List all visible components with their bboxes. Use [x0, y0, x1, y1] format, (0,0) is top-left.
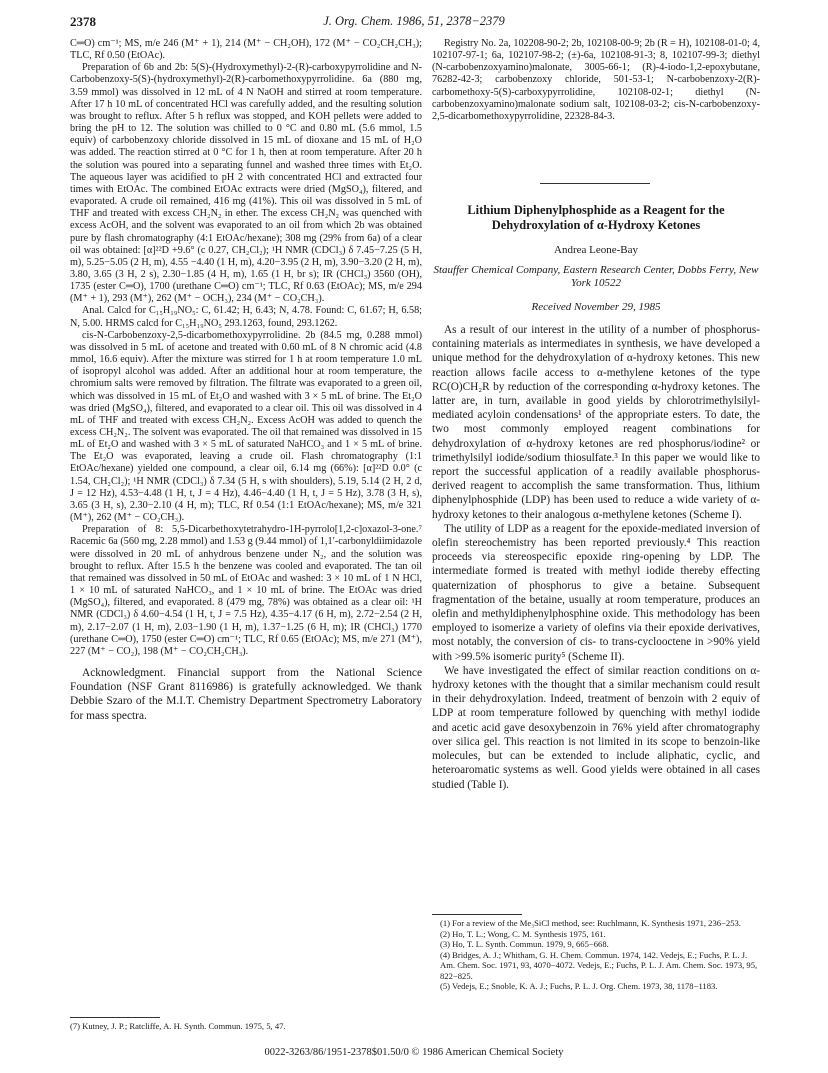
journal-citation: J. Org. Chem. 1986, 51, 2378−2379: [323, 14, 505, 28]
footnote-divider: [70, 1017, 160, 1018]
footnotes: [432, 918, 760, 992]
footnote-5: (5) Vedejs, E.; Snoble, K. A. J.; Fuchs, P. L. J. Org. Chem. 1973, 38, 1178−1183.: [440, 981, 718, 991]
article-divider: [540, 183, 650, 184]
experimental-paragraph: Preparation of 6b and 2b: 5(S)-(Hydroxymethyl)-2-(R)-carboxypyrrolidine and N-Carbobenzoxy-5(S)-(hydroxymethyl)-2(R)-carbomethoxypyrrolidine. 6a (880 mg, 3.59 mmol) was dissolved in 12 mL of 4 N NaOH and stirred at room temperature. After 17 h 10 mL of concentrated HCl was carefully added, and the resulting solution was brought to reflux. After 5 h reflux was stopped, and KOH pellets were added to bring the pH to 12. The solution was chilled to 0 °C and 0.80 mL (5.6 mmol, 1.5 equiv) of carbobenzoxy chloride dissolved in 15 mL of dioxane and 15 mL of H₂O was added. The reaction stirred at 0 °C for 1 h, then at room temperature. After 20 h the solution was poured into a separating funnel and washed three times with Et₂O. The aqueous layer was acidified to pH 2 with concentrated HCl and extracted four times with EtOAc. The combined EtOAc extracts were dried (MgSO₄), filtered, and evaporated. A crude oil remained, 416 mg (41%). This oil was dissolved in 5 mL of THF and treated with excess CH₂N₂ in ether. The excess CH₂N₂ was quenched with excess AcOH, and the solvent was evaporated to an oil from which 2b was obtained pure by flash chromatography (4:1 EtOAc/hexane); 308 mg (29% from 6a) of a clear oil was obtained: [α]²²D +9.6° (c 0.27, CH₂Cl₂); ¹H NMR (CDCl₃) δ 7.45−7.25 (5 H, m), 5.25−5.05 (2 H, m), 4.55 −4.40 (1 H, m), 4.20−3.95 (2 H, m), 3.90−3.20 (2 H, m), 3.80, 3.65 (3 H, 2 s), 2.30−1.85 (4 H, m), 1.65 (1 H, br s); IR (CHCl₃) 3560 (OH), 1735 (ester C═O), 1700 (urethane C═O) cm⁻¹; TLC, Rf 0.63 (EtOAc); MS, m/e 294 (M⁺ + 1), 293 (M⁺), 262 (M⁺ − OCH₃), 234 (M⁺ − CO₂CH₃).: [70, 62, 422, 305]
body-paragraph: The utility of LDP as a reagent for the epoxide-mediated inversion of olefin stereochemistry has been reported previously.⁴ This reaction proceeds via stereospecific epoxide ring-opening by LDP. The intermediate formed is treated with methyl iodide thereby effecting quaternization of phosphorus to give a betaine. Subsequent fragmentation of the betaine, usually at room temperature, produces an olefin and methyldiphenylphosphine oxide. This methodology has been employed to isomerize a variety of olefins via their epoxide derivatives, most notably, the conversion of cis- to trans-cyclooctene in >90% yield with >99.5% isomeric purity⁵ (Scheme II).: [432, 522, 760, 663]
experimental-paragraph: Preparation of 8: 5,5-Dicarbethoxytetrahydro-1H-pyrrolo[1,2-c]oxazol-3-one.⁷ Racemic 6a (560 mg, 2.28 mmol) and 1.53 g (9.44 mmol) of 1,1′-carbonyldiimidazole were dissolved in 20 mL of anhydrous benzene under N₂, and the solution was brought to reflux. After 15.5 h the benzene was cooled and evaporated. The tan oil that remained was dissolved in 50 mL of EtOAc and washed: 3 × 10 mL of 1 N HCl, 1 × 10 mL of saturated NaHCO₃, and 1 × 10 mL of brine. The EtOAc was dried (MgSO₄), filtered, and evaporated. 8 (479 mg, 78%) was obtained as a clear oil: ¹H NMR (CDCl₃) δ 4.60−4.54 (1 H, t, J = 7.5 Hz), 4.35−4.17 (6 H, m), 2.72−2.54 (2 H, m), 2.17−2.07 (1 H, m), 2.03−1.90 (1 H, m), 1.37−1.25 (6 H, m); IR (CHCl₃) 1770 (urethane C═O), 1750 (ester C═O) cm⁻¹; TLC, Rf 0.65 (EtOAc); MS, m/e 271 (M⁺), 227 (M⁺ − CO₂), 198 (M⁺ − CO₂CH₂CH₃).: [70, 524, 422, 657]
author-affiliation: Stauffer Chemical Company, Eastern Research Center, Dobbs Ferry, New York 10522: [433, 264, 759, 289]
footnote-2: (2) Ho, T. L.; Wong, C. M. Synthesis 1975, 161.: [440, 928, 606, 939]
registry-paragraph: Registry No. 2a, 102208-90-2; 2b, 102108-00-9; 2b (R = H), 102108-01-0; 4, 102107-97-1; 6a, 102107-98-2; (±)-6a, 102108-91-3; 8, 102107-99-3; diethyl (N-carbobenzoxyamino)malonate, 3005-66-1; (R)-4-iodo-1,2-epoxybutane, 76282-42-3; carbobenzoxy chloride, 501-53-1; N-carbobenzoxy-2(R)-carbomethoxy-5(S)-carboxypyrrolidine, 102108-02-1; diethyl (N-carbobenzoxyamino)malonate sodium salt, 102108-03-2; cis-N-carbobenzoxy-2,5-dicarbomethoxypyrrolidine, 22328-84-3.: [432, 38, 760, 122]
article-author: Andrea Leone-Bay: [554, 244, 638, 256]
footnote-3: (3) Ho, T. L. Synth. Commun. 1979, 9, 665−668.: [440, 939, 609, 949]
copyright-footer: 0022-3263/86/1951-2378$01.50/0 © 1986 American Chemical Society: [264, 1047, 564, 1058]
experimental-paragraph: cis-N-Carbobenzoxy-2,5-dicarbomethoxypyrrolidine. 2b (84.5 mg, 0.288 mmol) was dissolved in 5 mL of acetone and treated with 0.60 mL of 8 N chromic acid (4.8 mmol, 16.6 equiv). After the mixture was stirred for 1 h at room temperature 1.0 mL of isopropyl alcohol was added. After an additional hour at room temperature, the chromium salts were removed by filtration. The filtrate was evaporated to a green oil, which was dissolved in 15 mL of Et₂O and washed with 3 × 5 mL of brine. The Et₂O was dried (MgSO₄), filtered, and evaporated to a clear oil. This oil was dissolved in 4 mL of THF and treated with excess CH₂N₂. Excess AcOH was added to quench the excess CH₂N₂. The solvent was evaporated. The oil that remained was dissolved in 15 mL of Et₂O and washed with 3 × 5 mL of saturated NaHCO₃ and 1 × 5 mL of brine. The Et₂O was evaporated, leaving a crude oil. Flash chromatography (1:1 EtOAc/hexane) yielded one compound, a clear oil, 6.14 mg (66%): [α]²²D 0.0° (c 1.54, CH₂Cl₂); ¹H NMR (CDCl₃) δ 7.34 (5 H, s with shoulders), 5.19, 5.14 (2 H, 2 d, J = 12 Hz), 4.53−4.48 (1 H, t, J = 4 Hz), 4.46−4.40 (1 H, t, J = 5 Hz), 3.78 (3 H, s), 3.65 (3 H, s), 2.30−2.10 (4 H, m); TLC, Rf 0.54 (1:1 EtOAc/hexane); MS, m/e 321 (M⁺), 262 (M⁺ − CO₂CH₃).: [70, 329, 422, 524]
article-body: [432, 323, 760, 792]
experimental-paragraph: Anal. Calcd for C₁₅H₁₉NO₅: C, 61.42; H, 6.43; N, 4.78. Found: C, 61.67; H, 6.58; N, 5.00. HRMS calcd for C₁₅H₁₉NO₅ 293.1263, found, 293.1262.: [70, 305, 422, 329]
page-number: 2378: [70, 14, 96, 29]
received-date: Received November 29, 1985: [531, 301, 661, 313]
left-column: [70, 38, 422, 723]
article-title: Lithium Diphenylphosphide as a Reagent for the Dehydroxylation of α-Hydroxy Ketones: [467, 203, 725, 232]
body-paragraph: We have investigated the effect of similar reaction conditions on α-hydroxy ketones with the thought that a similar mechanism could result in their dehydroxylation. Indeed, treatment of benzoin with 2 equiv of LDP at room temperature followed by quenching with methyl iodide and acetic acid gave desoxybenzoin in 76% yield after chromatography over silica gel. This reaction is not limited in its scope to benzoin-like molecules, but can be extended to include aliphatic, cyclic, and heteroaromatic systems as well. Good yields were obtained in all cases studied (Table I).: [432, 664, 760, 791]
footnote-4: (4) Bridges, A. J.; Whitham, G. H. Chem. Commun. 1974, 142. Vedejs, E.; Fuchs, P. L. J. Am. Chem. Soc. 1971, 93, 4070−4072. Vedejs, E.; Fuchs, P. L. J. Am. Chem. Soc. 1973, 95, 822−825.: [440, 949, 758, 981]
footnote-1: (1) For a review of the Me₃SiCl method, see: Ruchlmann, K. Synthesis 1971, 236−253.: [440, 918, 741, 928]
footnote-7: (7) Kutney, J. P.; Ratcliffe, A. H. Synth. Commun. 1975, 5, 47.: [70, 1021, 286, 1031]
acknowledgment: Acknowledgment. Financial support from the National Science Foundation (NSF Grant 8116986) is gratefully acknowledged. We thank Debbie Szaro of the M.I.T. Chemistry Department Spectrometry Laboratory for mass spectra.: [70, 666, 422, 722]
registry-numbers: [432, 38, 760, 123]
footnote-divider: [432, 914, 522, 915]
experimental-paragraph: C═O) cm⁻¹; MS, m/e 246 (M⁺ + 1), 214 (M⁺ − CH₂OH), 172 (M⁺ − CO₂CH₂CH₃); TLC, Rf 0.50 (EtOAc).: [70, 38, 422, 62]
body-paragraph: As a result of our interest in the utility of a number of phosphorus-containing materials as intermediates in synthesis, we have developed a unique method for the dehydroxylation of α-hydroxy ketones. This new reaction allows facile access to α-methylene ketones of the type RC(O)CH₂R by reduction of the corresponding α-hydroxy ketones. The latter are, in turn, available in good yields by chlorotrimethylsilyl-mediated acyloin condensations¹ of the appropriate esters. To date, the two most commonly employed reagent combinations for dehydroxylation of α-hydroxy ketones are red phosphorus/iodine² or trimethylsilyl iodide/sodium thiosulfate.³ In this paper we would like to report the successful application of a readily available phosphorus-derived reagent to accomplish the same transformation. Thus, lithium diphenylphosphide (LDP) has been used to reduce a wide variety of α-hydroxy ketones to their analogous α-methylene ketones (Scheme I).: [432, 324, 760, 521]
